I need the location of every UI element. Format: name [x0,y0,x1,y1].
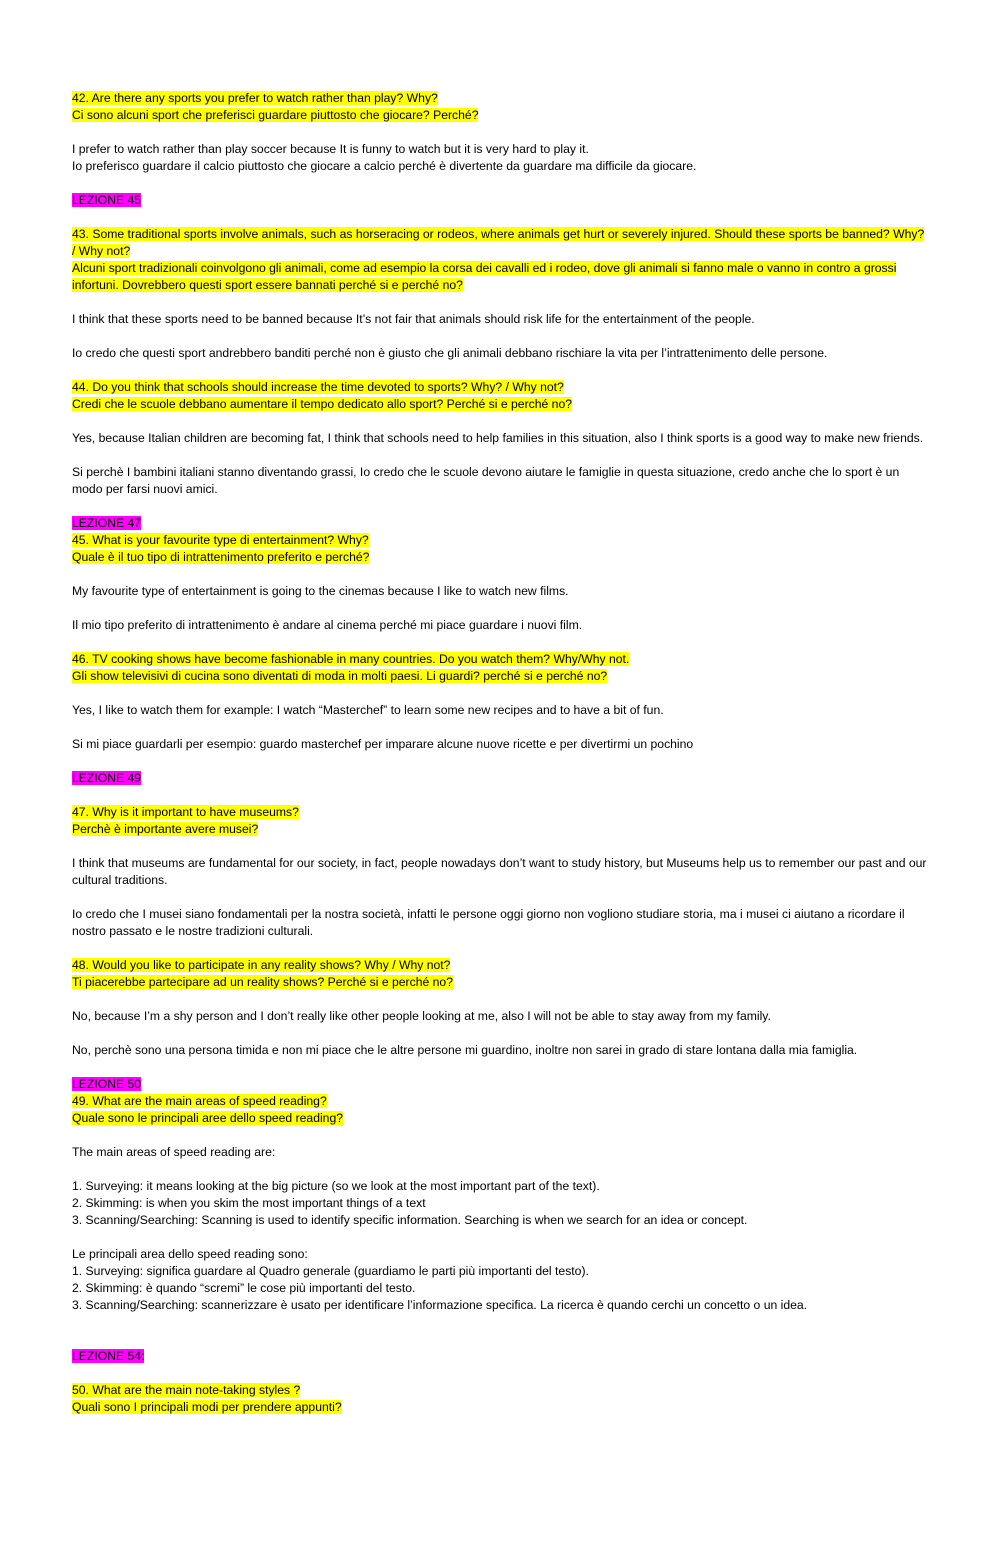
lesson-heading: LEZIONE 50 [72,1077,142,1091]
question-line: 46. TV cooking shows have become fashionable in many countries. Do you watch them? Why/Why not. [72,652,630,666]
lesson-question-paragraph [72,515,928,566]
question-line: Credi che le scuole debbano aumentare il tempo dedicato allo sport? Perché si e perché no? [72,397,572,411]
lesson-question-paragraph [72,1076,928,1127]
question-paragraph [72,379,928,413]
answer-paragraph [72,617,928,634]
answer-paragraph [72,464,928,498]
question-line: 48. Would you like to participate in any reality shows? Why / Why not? [72,958,451,972]
answer-line: Io credo che I musei siano fondamentali per la nostra società, infatti le persone oggi giorno non vogliono studiare storia, ma i musei ci aiutano a ricordare il nostro passato e le nostre tradizioni culturali. [72,907,905,938]
answer-paragraph [72,906,928,940]
question-line: 45. What is your favourite type di entertainment? Why? [72,533,369,547]
answer-line: Yes, because Italian children are becoming fat, I think that schools need to help families in this situation, also I think sports is a good way to make new friends. [72,431,924,445]
lesson-heading [72,770,928,787]
question-paragraph [72,957,928,991]
answer-paragraph [72,1008,928,1025]
answer-paragraph [72,345,928,362]
lesson-heading [72,192,928,209]
question-line: Quali sono I principali modi per prendere appunti? [72,1400,342,1414]
question-paragraph [72,651,928,685]
answer-line: Io preferisco guardare il calcio piuttosto che giocare a calcio perché è divertente da guardare ma difficile da giocare. [72,159,697,173]
document-page [72,90,928,1433]
answer-paragraph [72,141,928,175]
answer-paragraph [72,855,928,889]
question-line: Perchè è importante avere musei? [72,822,259,836]
lesson-heading-text: LEZIONE 54: [72,1349,145,1363]
blank-line [72,1331,928,1348]
question-paragraph [72,1382,928,1416]
answer-line: 1. Surveying: significa guardare al Quadro generale (guardiamo le parti più importanti del testo). [72,1264,589,1278]
answer-line: I think that museums are fundamental for our society, in fact, people nowadays don’t want to study history, but Museums help us to remember our past and our cultural traditions. [72,856,927,887]
question-line: 49. What are the main areas of speed reading? [72,1094,327,1108]
answer-paragraph [72,1178,928,1229]
question-line: Gli show televisivi di cucina sono diventati di moda in molti paesi. Li guardi? perché si e perché no? [72,669,608,683]
answer-line: I think that these sports need to be banned because It’s not fair that animals should risk life for the entertainment of the people. [72,312,755,326]
question-line: Quale sono le principali aree dello speed reading? [72,1111,344,1125]
answer-paragraph [72,1042,928,1059]
answer-paragraph [72,1246,928,1314]
answer-line: Si mi piace guardarli per esempio: guardo masterchef per imparare alcune nuove ricette e per divertirmi un pochino [72,737,694,751]
lesson-heading-text: LEZIONE 49 [72,771,142,785]
answer-line: Io credo che questi sport andrebbero banditi perché non è giusto che gli animali debbano rischiare la vita per l’intrattenimento delle persone. [72,346,828,360]
answer-line: 3. Scanning/Searching: scannerizzare è usato per identificare l’informazione specifica. La ricerca è quando cerchi un concetto o un idea. [72,1298,808,1312]
answer-line: Si perchè I bambini italiani stanno diventando grassi, Io credo che le scuole devono aiutare le famiglie in questa situazione, credo anche che lo sport è un modo per farsi nuovi amici. [72,465,900,496]
question-line: 42. Are there any sports you prefer to watch rather than play? Why? [72,91,438,105]
answer-paragraph [72,583,928,600]
question-line: 44. Do you think that schools should increase the time devoted to sports? Why? / Why not? [72,380,564,394]
question-paragraph [72,804,928,838]
answer-line: 2. Skimming: is when you skim the most important things of a text [72,1196,426,1210]
answer-line: No, because I’m a shy person and I don’t really like other people looking at me, also I will not be able to stay away from my family. [72,1009,771,1023]
answer-line: I prefer to watch rather than play soccer because It is funny to watch but it is very hard to play it. [72,142,589,156]
answer-paragraph [72,430,928,447]
question-line: Ti piacerebbe partecipare ad un reality shows? Perché si e perché no? [72,975,453,989]
question-line: Quale è il tuo tipo di intrattenimento preferito e perché? [72,550,370,564]
question-paragraph [72,226,928,294]
answer-line: 3. Scanning/Searching: Scanning is used to identify specific information. Searching is when we search for an idea or concept. [72,1213,748,1227]
question-line: 43. Some traditional sports involve animals, such as horseracing or rodeos, where animals get hurt or severely injured. Should these sports be banned? Why? / Why not? [72,227,925,258]
lesson-heading-text: LEZIONE 45 [72,193,142,207]
question-line: Alcuni sport tradizionali coinvolgono gli animali, come ad esempio la corsa dei cavalli ed i rodeo, dove gli animali si fanno male o vanno in contro a grossi infortuni. Dovrebbero questi sport essere bannati perché si e perché no? [72,261,897,292]
question-line: 47. Why is it important to have museums? [72,805,299,819]
question-line: Ci sono alcuni sport che preferisci guardare piuttosto che giocare? Perché? [72,108,479,122]
answer-paragraph [72,1144,928,1161]
answer-paragraph [72,736,928,753]
answer-line: 1. Surveying: it means looking at the big picture (so we look at the most important part of the text). [72,1179,600,1193]
answer-paragraph [72,311,928,328]
lesson-heading: LEZIONE 47 [72,516,142,530]
lesson-heading [72,1348,928,1365]
answer-line: My favourite type of entertainment is going to the cinemas because I like to watch new films. [72,584,569,598]
answer-line: Le principali area dello speed reading sono: [72,1247,308,1261]
question-line: 50. What are the main note-taking styles ? [72,1383,301,1397]
answer-line: 2. Skimming: è quando “scremi” le cose più importanti del testo. [72,1281,416,1295]
answer-line: Il mio tipo preferito di intrattenimento è andare al cinema perché mi piace guardare i nuovi film. [72,618,583,632]
answer-line: The main areas of speed reading are: [72,1145,276,1159]
answer-paragraph [72,702,928,719]
answer-line: No, perchè sono una persona timida e non mi piace che le altre persone mi guardino, inoltre non sarei in grado di stare lontana dalla mia famiglia. [72,1043,858,1057]
answer-line: Yes, I like to watch them for example: I watch “Masterchef” to learn some new recipes and to have a bit of fun. [72,703,664,717]
question-paragraph [72,90,928,124]
